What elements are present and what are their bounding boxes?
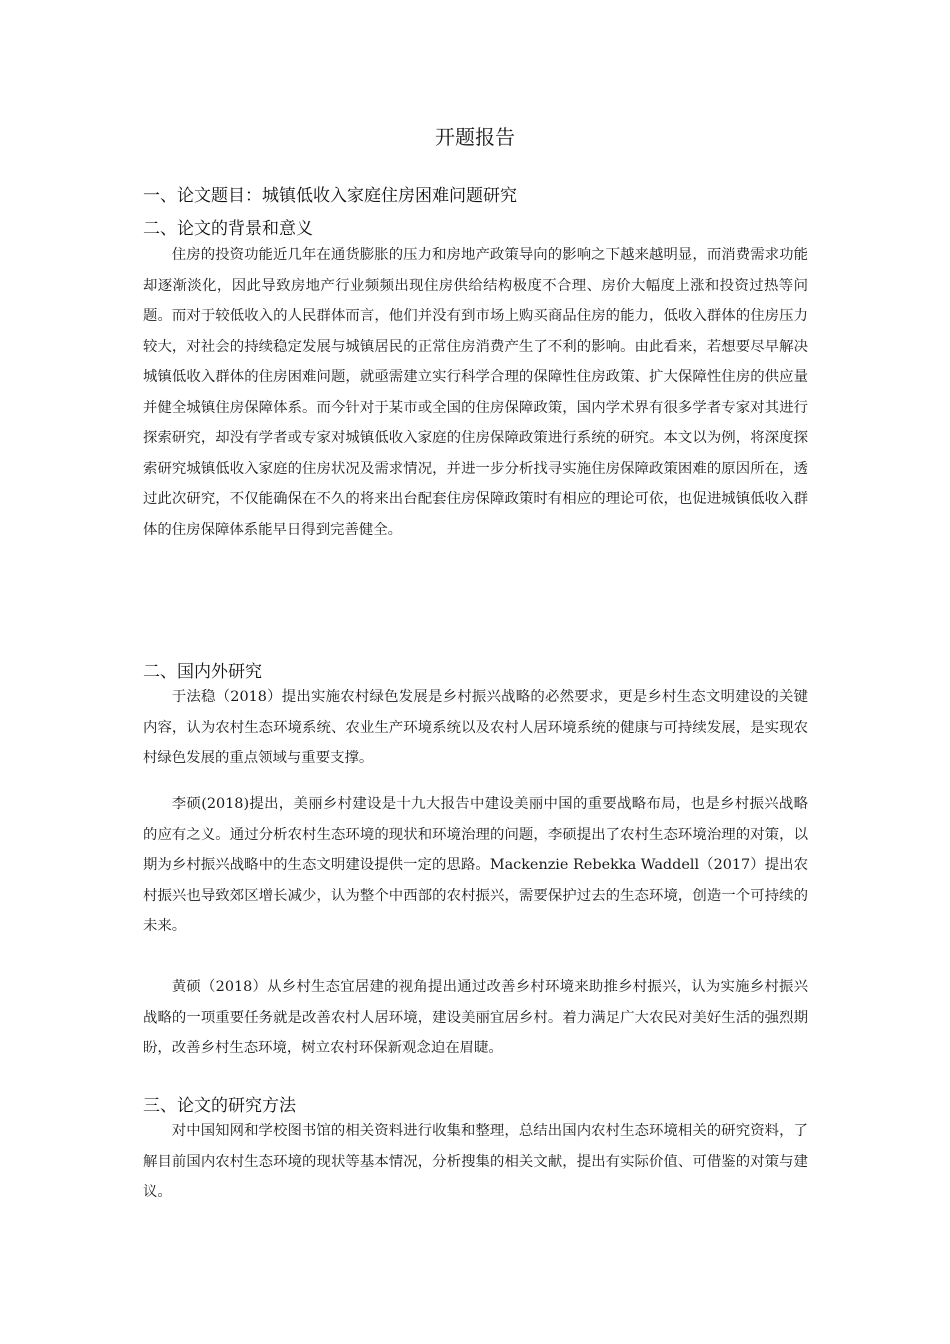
section-heading-background: 二、论文的背景和意义 [143,219,313,239]
document-title: 开题报告 [435,125,515,149]
section-heading-method: 三、论文的研究方法 [143,1096,296,1116]
paragraph-literature-2: 李硕(2018)提出，美丽乡村建设是十九大报告中建设美丽中国的重要战略布局，也是乡村振兴战略的应有之义。通过分析农村生态环境的现状和环境治理的问题，李硕提出了农村生态环境治理的对策，以期为乡村振兴战略中的生态文明建设提供一定的思路。Mackenzie Rebekka Waddell（2017）提出农村振兴也导致郊区增长减少，认为整个中西部的农村振兴，需要保护过去的生态环境，创造一个可持续的未来。 [143,796,808,934]
paragraph-method: 对中国知网和学校图书馆的相关资料进行收集和整理，总结出国内农村生态环境相关的研究资料，了解目前国内农村生态环境的现状等基本情况，分析搜集的相关文献，提出有实际价值、可借鉴的对策与建议。 [143,1123,808,1200]
section-heading-literature: 二、国内外研究 [143,662,262,682]
paragraph-background: 住房的投资功能近几年在通货膨胀的压力和房地产政策导向的影响之下越来越明显，而消费需求功能却逐渐淡化，因此导致房地产行业频频出现住房供给结构极度不合理、房价大幅度上涨和投资过热等问题。而对于较低收入的人民群体而言，他们并没有到市场上购买商品住房的能力，低收入群体的住房压力较大，对社会的持续稳定发展与城镇居民的正常住房消费产生了不利的影响。由此看来，若想要尽早解决城镇低收入群体的住房困难问题，就亟需建立实行科学合理的保障性住房政策、扩大保障性住房的供应量并健全城镇住房保障体系。而今针对于某市或全国的住房保障政策，国内学术界有很多学者专家对其进行探索研究，却没有学者或专家对城镇低收入家庭的住房保障政策进行系统的研究。本文以为例，将深度探索研究城镇低收入家庭的住房状况及需求情况，并进一步分析找寻实施住房保障政策困难的原因所在，透过此次研究，不仅能确保在不久的将来出台配套住房保障政策时有相应的理论可依，也促进城镇低收入群体的住房保障体系能早日得到完善健全。 [143,247,808,538]
paragraph-literature-1: 于法稳（2018）提出实施农村绿色发展是乡村振兴战略的必然要求，更是乡村生态文明建设的关键内容，认为农村生态环境系统、农业生产环境系统以及农村人居环境系统的健康与可持续发展，是实现农村绿色发展的重点领域与重要支撑。 [143,689,808,766]
paragraph-literature-3: 黄硕（2018）从乡村生态宜居建的视角提出通过改善乡村环境来助推乡村振兴，认为实施乡村振兴战略的一项重要任务就是改善农村人居环境，建设美丽宜居乡村。着力满足广大农民对美好生活的强烈期盼，改善乡村生态环境，树立农村环保新观念迫在眉睫。 [143,979,808,1056]
section-heading-topic: 一、论文题目：城镇低收入家庭住房困难问题研究 [143,186,517,206]
